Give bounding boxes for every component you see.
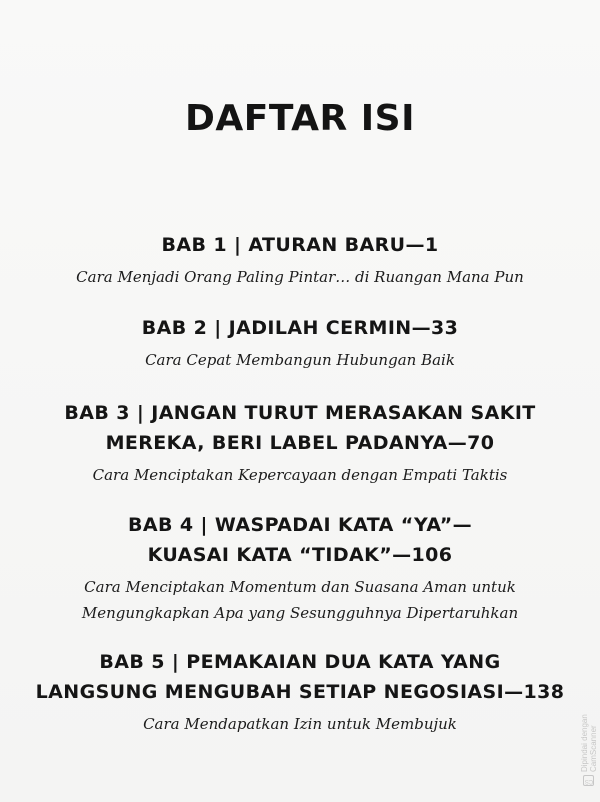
- chapter-subtitle: [0, 264, 600, 290]
- watermark-text: Dipindai dengan CamScanner: [580, 714, 598, 772]
- chapter-title-line: MEREKA, BERI LABEL PADANYA—70: [105, 432, 495, 454]
- chapter-4: [0, 510, 600, 626]
- chapter-number: BAB 5: [99, 651, 165, 673]
- camscanner-logo-icon: CS: [584, 775, 595, 786]
- chapter-title-line: KUASAI KATA “TIDAK”—106: [147, 544, 453, 566]
- chapter-2: [0, 313, 600, 373]
- chapter-title-line: ATURAN BARU—1: [248, 234, 439, 256]
- separator: |: [129, 402, 152, 424]
- chapter-title-line: WASPADAI KATA “YA”—: [214, 514, 472, 536]
- chapter-number: BAB 1: [161, 234, 227, 256]
- chapter-subtitle: [0, 462, 600, 488]
- chapter-title-line: PEMAKAIAN DUA KATA YANG: [186, 651, 501, 673]
- chapter-subtitle: [0, 574, 600, 626]
- chapter-title-line: LANGSUNG MENGUBAH SETIAP NEGOSIASI—138: [35, 681, 565, 703]
- scanner-watermark: [582, 668, 596, 786]
- chapter-number: BAB 2: [141, 317, 208, 339]
- chapter-subtitle-line: Cara Menciptakan Momentum dan Suasana Aman untuk: [84, 578, 516, 596]
- chapter-5: [0, 647, 600, 737]
- chapter-title-line: JADILAH CERMIN—33: [228, 317, 459, 339]
- separator: |: [227, 234, 249, 256]
- chapter-number: BAB 3: [64, 402, 130, 424]
- chapter-subtitle: [0, 347, 600, 373]
- chapter-heading: [0, 230, 600, 260]
- chapter-heading: [0, 313, 600, 343]
- separator: |: [164, 651, 187, 673]
- separator: |: [207, 317, 229, 339]
- chapter-subtitle-line: Cara Cepat Membangun Hubungan Baik: [145, 351, 455, 369]
- separator: |: [193, 514, 215, 536]
- chapter-heading: [0, 647, 600, 707]
- chapter-1: [0, 230, 600, 290]
- chapter-subtitle-line: Cara Menjadi Orang Paling Pintar… di Ruangan Mana Pun: [76, 268, 524, 286]
- chapter-3: [0, 398, 600, 488]
- chapter-heading: [0, 510, 600, 570]
- chapter-title-line: JANGAN TURUT MERASAKAN SAKIT: [151, 402, 536, 424]
- page-title: DAFTAR ISI: [185, 98, 415, 139]
- chapter-subtitle-line: Cara Mendapatkan Izin untuk Membujuk: [143, 715, 457, 733]
- chapter-heading: [0, 398, 600, 458]
- chapter-subtitle-line: Mengungkapkan Apa yang Sesungguhnya Dipertaruhkan: [81, 604, 519, 622]
- chapter-subtitle-line: Cara Menciptakan Kepercayaan dengan Empati Taktis: [92, 466, 508, 484]
- chapter-number: BAB 4: [127, 514, 194, 536]
- chapter-subtitle: [0, 711, 600, 737]
